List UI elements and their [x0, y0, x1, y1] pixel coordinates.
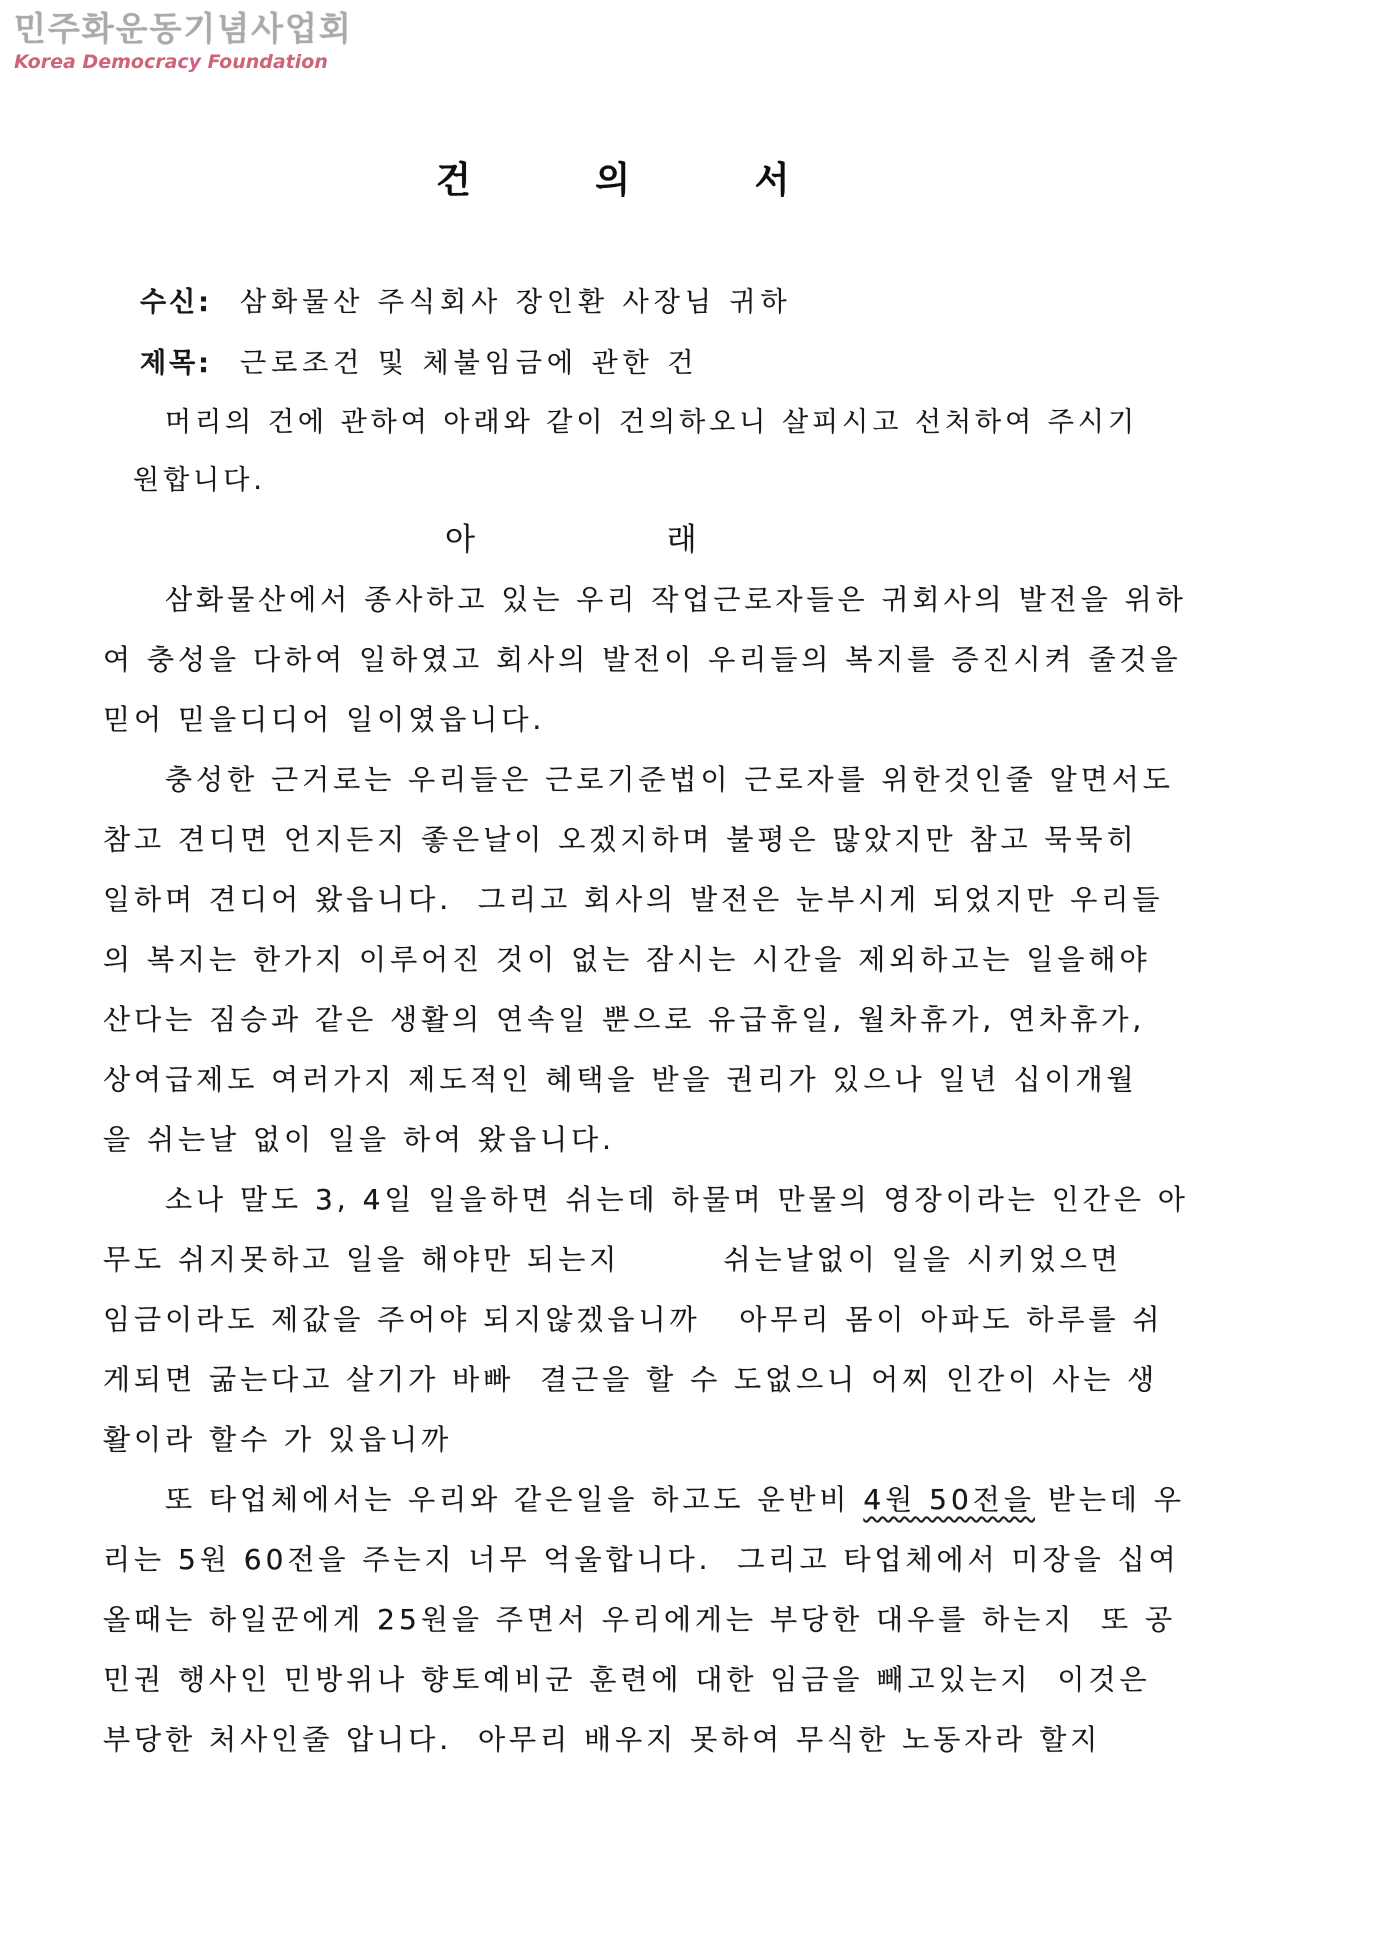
text-line: 게되면 굶는다고 살기가 바빠 결근을 할 수 도없으니 어찌 인간이 사는 생: [103, 1363, 1159, 1396]
text-line: 소나 말도 3, 4일 일을하면 쉬는데 하물며 만물의 영장이라는 인간은 아: [165, 1183, 1189, 1216]
text-line: 참고 견디면 언지든지 좋은날이 오겠지하며 불평은 많았지만 참고 묵묵히: [103, 823, 1138, 856]
text-line: 산다는 짐승과 같은 생활의 연속일 뿐으로 유급휴일, 월차휴가, 연차휴가,: [103, 1003, 1146, 1036]
letterhead-watermark: [14, 10, 353, 74]
text-line: 무도 쉬지못하고 일을 해야만 되는지 쉬는날없이 일을 시키었으면: [103, 1243, 1122, 1276]
underlined-text: 4원 50전을: [863, 1483, 1035, 1516]
text-line: 원합니다.: [133, 465, 266, 496]
text-line: 활이라 할수 가 있읍니까: [103, 1423, 453, 1456]
body-paragraphs: [103, 570, 1283, 1770]
text-line: 믿어 믿을디디어 일이였읍니다.: [103, 703, 546, 736]
text-line: 의 복지는 한가지 이루어진 것이 없는 잠시는 시간을 제외하고는 일을해야: [103, 943, 1151, 976]
field-label: 수신:: [140, 287, 212, 318]
text-line: 머리의 건에 관하여 아래와 같이 건의하오니 살피시고 선처하여 주시기: [165, 407, 1139, 438]
text-line: 여 충성을 다하여 일하였고 회사의 발전이 우리들의 복지를 증진시켜 줄것을: [103, 643, 1182, 676]
foundation-name-korean: 민주화운동기념사업회: [14, 9, 353, 48]
text-line: 아 래: [445, 522, 699, 558]
field-label: 제목:: [140, 348, 212, 379]
intro-paragraph: [133, 394, 1138, 510]
text-line: 충성한 근거로는 우리들은 근로기준법이 근로자를 위한것인줄 알면서도: [165, 763, 1174, 796]
text-line: 수신: 삼화물산 주식회사 장인환 사장님 귀하: [140, 272, 792, 333]
text-line: 삼화물산에서 종사하고 있는 우리 작업근로자들은 귀회사의 발전을 위하: [165, 583, 1187, 616]
text-line: 민권 행사인 민방위나 향토예비군 훈련에 대한 임금을 빼고있는지 이것은: [103, 1663, 1151, 1696]
document-title: 건 의 서: [436, 160, 792, 201]
text-line: 일하며 견디어 왔읍니다. 그리고 회사의 발전은 눈부시게 되었지만 우리들: [103, 883, 1164, 916]
text-line: 상여급제도 여러가지 제도적인 혜택을 받을 권리가 있으나 일년 십이개월: [103, 1063, 1138, 1096]
text-line: 올때는 하일꾼에게 25원을 주면서 우리에게는 부당한 대우를 하는지 또 공: [103, 1603, 1177, 1636]
text-line: 또 타업체에서는 우리와 같은일을 하고도 운반비 4원 50전을 받는데 우: [165, 1483, 1185, 1516]
foundation-name-english: Korea Democracy Foundation: [14, 51, 328, 73]
text-line: 리는 5원 60전을 주는지 너무 억울합니다. 그리고 타업체에서 미장을 십여: [103, 1543, 1180, 1576]
text-line: 부당한 처사인줄 압니다. 아무리 배우지 못하여 무식한 노동자라 할지: [103, 1723, 1102, 1756]
address-block: [140, 272, 792, 394]
below-heading: [445, 518, 699, 562]
text-line: 을 쉬는날 없이 일을 하여 왔읍니다.: [103, 1123, 616, 1156]
text-line: 제목: 근로조건 및 체불임금에 관한 건: [140, 333, 792, 394]
text-line: 임금이라도 제값을 주어야 되지않겠읍니까 아무리 몸이 아파도 하루를 쉬: [103, 1303, 1164, 1336]
